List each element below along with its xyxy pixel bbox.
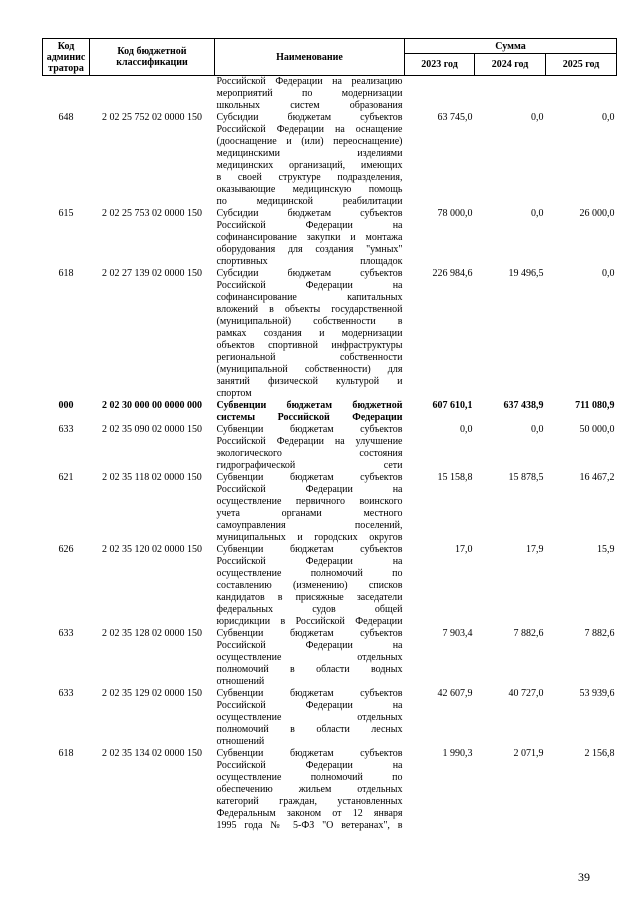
amount-2024-cell: 17,9 — [526, 544, 544, 555]
amount-2023-cell: 226 984,6 — [432, 268, 473, 279]
amount-2025-cell: 26 000,0 — [579, 208, 615, 219]
amount-2023-cell: 0,0 — [460, 424, 473, 435]
name-line: софинансирование капитальных — [216, 292, 403, 303]
amount-2023-cell: 17,0 — [455, 544, 473, 555]
admin-code-cell: 633 — [58, 688, 74, 699]
amount-2023-cell: 7 903,4 — [442, 628, 473, 639]
amount-2025-cell: 2 156,8 — [584, 748, 615, 759]
admin-code-cell: 618 — [58, 268, 74, 279]
name-line: Субвенции бюджетам бюджетной — [216, 400, 403, 411]
amount-2024-cell: 2 071,9 — [513, 748, 544, 759]
name-line: оборудования для создания "умных" — [216, 244, 403, 255]
header-year-2023: 2023 год — [405, 54, 475, 76]
table-row — [43, 208, 617, 268]
amount-2024-cell: 0,0 — [531, 112, 544, 123]
budget-table — [42, 38, 617, 832]
name-line: осуществление первичного воинского — [216, 496, 403, 507]
name-line: в своей структуре подразделения, — [216, 172, 403, 183]
name-line: Субсидии бюджетам субъектов — [216, 268, 403, 279]
name-line: Российской Федерации на — [216, 220, 403, 231]
name-line: системы Российской Федерации — [216, 412, 403, 423]
name-line: кандидатов в присяжные заседатели — [216, 592, 403, 603]
page-number: 39 — [578, 870, 590, 884]
name-cell — [215, 424, 405, 472]
amount-2025-cell: 53 939,6 — [579, 688, 615, 699]
amount-2024-cell: 15 878,5 — [508, 472, 544, 483]
table-row — [43, 424, 617, 472]
name-line: категорий граждан, установленных — [216, 796, 403, 807]
amount-2024-cell: 637 438,9 — [503, 400, 544, 411]
amount-2024-cell: 19 496,5 — [508, 268, 544, 279]
name-line: спортом — [216, 388, 252, 399]
name-line: осуществление отдельных — [216, 652, 403, 663]
name-line: Российской Федерации на — [216, 700, 403, 711]
budget-code-cell: 2 02 25 752 02 0000 150 — [102, 112, 202, 123]
name-line: обеспечению жильем отдельных — [216, 784, 403, 795]
name-line: самоуправления поселений, — [216, 520, 403, 531]
name-line: спортивных площадок — [216, 256, 403, 267]
table-row — [43, 544, 617, 628]
amount-2024-cell: 7 882,6 — [513, 628, 544, 639]
amount-2023-cell: 1 990,3 — [442, 748, 473, 759]
name-cell — [215, 472, 405, 544]
amount-2023-cell: 15 158,8 — [437, 472, 473, 483]
name-line: отношений — [216, 736, 265, 747]
name-line: гидрографической сети — [216, 460, 403, 471]
header-admin-code: Код админис тратора — [43, 39, 90, 76]
name-line: (муниципальной собственности) для — [216, 364, 403, 375]
name-cell — [215, 112, 405, 208]
table-row — [43, 748, 617, 832]
admin-code-cell: 633 — [58, 628, 74, 639]
header-year-2024: 2024 год — [475, 54, 546, 76]
table-row — [43, 76, 617, 113]
name-line: Субвенции бюджетам субъектов — [216, 688, 403, 699]
amount-2025-cell: 7 882,6 — [584, 628, 615, 639]
name-line: Субвенции бюджетам субъектов — [216, 424, 403, 435]
name-cell — [215, 628, 405, 688]
name-line: оказывающие медицинскую помощь — [216, 184, 403, 195]
name-line: (муниципальной) собственности в — [216, 316, 403, 327]
name-line: полномочий в области лесных — [216, 724, 403, 735]
name-line: Российской Федерации на реализацию — [216, 76, 403, 87]
name-line: полномочий в области водных — [216, 664, 403, 675]
name-cell — [215, 748, 405, 832]
name-line: 1995 года № 5-ФЗ "О ветеранах", в — [216, 820, 403, 831]
name-cell — [215, 76, 405, 113]
amount-2025-cell: 15,9 — [597, 544, 615, 555]
amount-2025-cell: 0,0 — [602, 268, 615, 279]
amount-2025-cell: 50 000,0 — [579, 424, 615, 435]
name-line: учета органами местного — [216, 508, 403, 519]
budget-code-cell: 2 02 30 000 00 0000 000 — [102, 400, 202, 411]
admin-code-cell: 618 — [58, 748, 74, 759]
name-line: Субвенции бюджетам субъектов — [216, 748, 403, 759]
amount-2025-cell — [546, 76, 617, 113]
amount-2023-cell: 63 745,0 — [437, 112, 473, 123]
admin-code-cell: 626 — [58, 544, 74, 555]
name-line: Российской Федерации на — [216, 484, 403, 495]
name-line: софинансирование закупки и монтажа — [216, 232, 403, 243]
name-cell — [215, 688, 405, 748]
name-line: региональной собственности — [216, 352, 403, 363]
name-line: Субвенции бюджетам субъектов — [216, 544, 403, 555]
name-line: рамках создания и модернизации — [216, 328, 403, 339]
amount-2025-cell: 0,0 — [602, 112, 615, 123]
budget-code-cell: 2 02 35 129 02 0000 150 — [102, 688, 202, 699]
name-line: Российской Федерации на — [216, 760, 403, 771]
admin-code-cell: 621 — [58, 472, 74, 483]
amount-2025-cell: 16 467,2 — [579, 472, 615, 483]
name-line: (дооснащение и (или) переоснащение) — [216, 136, 403, 147]
budget-code-cell: 2 02 27 139 02 0000 150 — [102, 268, 202, 279]
budget-code-cell: 2 02 25 753 02 0000 150 — [102, 208, 202, 219]
name-line: медицинских организаций, имеющих — [216, 160, 403, 171]
name-line: составлению (изменению) списков — [216, 580, 403, 591]
amount-2023-cell: 42 607,9 — [437, 688, 473, 699]
name-line: медицинскими изделиями — [216, 148, 403, 159]
admin-code-cell: 633 — [58, 424, 74, 435]
name-cell — [215, 400, 405, 424]
name-line: муниципальных и городских округов — [216, 532, 403, 543]
name-line: Российской Федерации на улучшение — [216, 436, 403, 447]
name-line: отношений — [216, 676, 265, 687]
budget-code-cell: 2 02 35 120 02 0000 150 — [102, 544, 202, 555]
table-row — [43, 628, 617, 688]
header-name: Наименование — [215, 39, 405, 76]
name-line: Субвенции бюджетам субъектов — [216, 472, 403, 483]
budget-code-cell: 2 02 35 134 02 0000 150 — [102, 748, 202, 759]
amount-2023-cell: 78 000,0 — [437, 208, 473, 219]
table-row — [43, 472, 617, 544]
amount-2024-cell: 40 727,0 — [508, 688, 544, 699]
admin-code-cell: 615 — [58, 208, 74, 219]
table-row — [43, 400, 617, 424]
admin-code-cell: 000 — [58, 400, 74, 411]
name-line: Российской Федерации на оснащение — [216, 124, 403, 135]
name-line: Субвенции бюджетам субъектов — [216, 628, 403, 639]
name-line: Российской Федерации на — [216, 280, 403, 291]
table-body — [43, 76, 617, 833]
header-year-2025: 2025 год — [546, 54, 617, 76]
name-line: занятий физической культурой и — [216, 376, 403, 387]
name-line: мероприятий по модернизации — [216, 88, 403, 99]
name-line: экологического состояния — [216, 448, 403, 459]
name-cell — [215, 544, 405, 628]
budget-code-cell: 2 02 35 128 02 0000 150 — [102, 628, 202, 639]
table-row — [43, 688, 617, 748]
amount-2024-cell: 0,0 — [531, 208, 544, 219]
name-line: осуществление полномочий по — [216, 772, 403, 783]
budget-code-cell — [90, 76, 215, 113]
name-cell — [215, 208, 405, 268]
name-line: юрисдикции в Российской Федерации — [216, 616, 403, 627]
name-cell — [215, 268, 405, 400]
name-line: школьных систем образования — [216, 100, 403, 111]
name-line: федеральных судов общей — [216, 604, 403, 615]
name-line: вложений в объекты государственной — [216, 304, 403, 315]
name-line: осуществление полномочий по — [216, 568, 403, 579]
amount-2025-cell: 711 080,9 — [575, 400, 615, 411]
name-line: по медицинской реабилитации — [216, 196, 403, 207]
amount-2023-cell: 607 610,1 — [432, 400, 473, 411]
name-line: Субсидии бюджетам субъектов — [216, 112, 403, 123]
header-budget-code: Код бюджетной классификации — [90, 39, 215, 76]
name-line: Федеральным законом от 12 января — [216, 808, 403, 819]
budget-code-cell: 2 02 35 118 02 0000 150 — [102, 472, 202, 483]
header-sum: Сумма — [405, 39, 617, 54]
name-line: Российской Федерации на — [216, 556, 403, 567]
table-row — [43, 112, 617, 208]
name-line: объектов спортивной инфраструктуры — [216, 340, 403, 351]
name-line: Российской Федерации на — [216, 640, 403, 651]
table-row — [43, 268, 617, 400]
amount-2024-cell — [475, 76, 546, 113]
admin-code-cell: 648 — [58, 112, 74, 123]
budget-code-cell: 2 02 35 090 02 0000 150 — [102, 424, 202, 435]
admin-code-cell — [43, 76, 90, 113]
name-line: осуществление отдельных — [216, 712, 403, 723]
amount-2024-cell: 0,0 — [531, 424, 544, 435]
amount-2023-cell — [405, 76, 475, 113]
name-line: Субсидии бюджетам субъектов — [216, 208, 403, 219]
